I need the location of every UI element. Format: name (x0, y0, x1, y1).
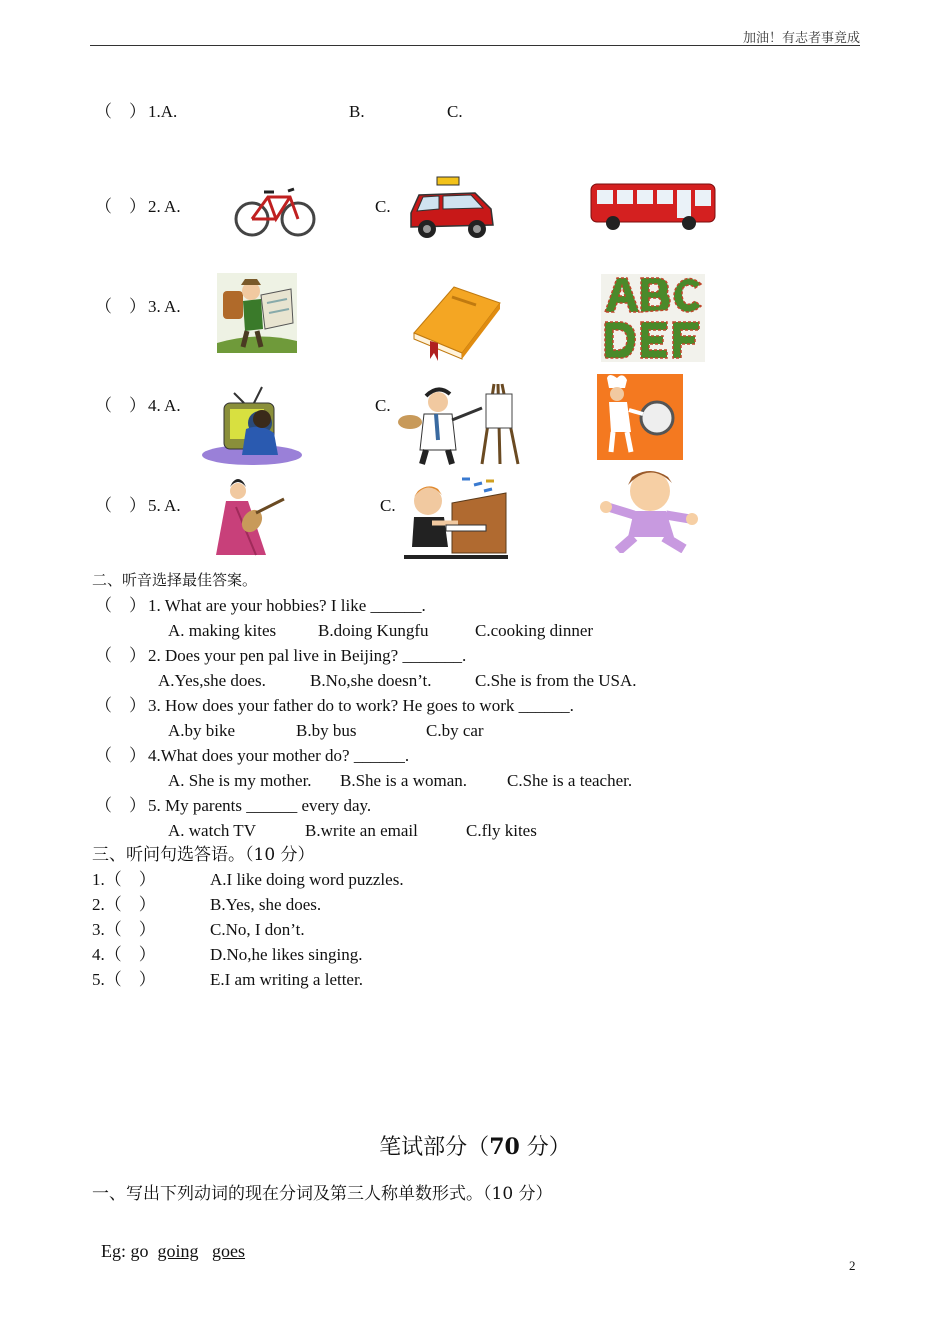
s2-q4-option-b: B.She is a woman. (340, 771, 468, 790)
s2-q1-option-a: A. making kites (168, 621, 277, 640)
s3-item3-num: 3.（ ） (92, 920, 156, 939)
s2-q3-option-a: A.by bike (168, 721, 236, 740)
pic-q1-num: 1.A. (148, 102, 178, 121)
s2-q3-paren: （ ） (95, 696, 146, 715)
pic-q4-paren: （ ） (95, 396, 146, 415)
abc-letters-picture (601, 274, 705, 362)
pic-q5-paren: （ ） (95, 496, 146, 515)
header-divider (90, 45, 860, 46)
s2-q5-paren: （ ） (95, 796, 146, 815)
s2-q2-paren: （ ） (95, 646, 146, 665)
s2-q4-paren: （ ） (95, 746, 146, 765)
pic-q2-paren: （ ） (95, 197, 146, 216)
pic-q4-num: 4. A. (148, 396, 181, 415)
s2-q1-stem: 1. What are your hobbies? I like ______. (148, 596, 426, 615)
pic-q2-option-c: C. (375, 197, 391, 216)
book-icon (404, 283, 502, 363)
s3-item2-answer: B.Yes, she does. (210, 895, 322, 914)
s3-item3-answer: C.No, I don’t. (210, 920, 305, 939)
pic-q1-option-b: B. (349, 102, 365, 121)
piano-player-icon (402, 477, 508, 559)
section3-title: 三、听问句选答语。（10 分） (92, 845, 315, 865)
written-title-score: 70 (489, 1134, 520, 1160)
bus-icon (589, 180, 717, 232)
bicycle-icon (232, 183, 318, 239)
s3-item2-num: 2.（ ） (92, 895, 156, 914)
example-third-person: goes (212, 1241, 246, 1261)
s2-q1-option-c: C.cooking dinner (475, 621, 594, 640)
pic-q3-paren: （ ） (95, 297, 146, 316)
s2-q2-option-c: C.She is from the USA. (475, 671, 637, 690)
s2-q1-option-b: B.doing Kungfu (318, 621, 429, 640)
pic-q1-paren: （ ） (95, 102, 146, 121)
written-title-pre: 笔试部分（ (379, 1135, 490, 1160)
pic-q5-num: 5. A. (148, 496, 181, 515)
page-number: 2 (849, 1258, 856, 1273)
section2-title: 二、听音选择最佳答案。 (92, 571, 258, 589)
s3-item1-num: 1.（ ） (92, 870, 156, 889)
s3-item5-num: 5.（ ） (92, 970, 156, 989)
s2-q5-stem: 5. My parents ______ every day. (148, 796, 372, 815)
pic-q4-option-c: C. (375, 396, 391, 415)
kungfu-boy-icon (598, 467, 700, 553)
example-present-participle: going (157, 1241, 199, 1261)
example-label: Eg: go (101, 1241, 149, 1261)
s2-q2-option-a: A.Yes,she does. (158, 671, 266, 690)
header-motto: 加油！有志者事竟成 (742, 31, 860, 46)
written-section1-title: 一、写出下列动词的现在分词及第三人称单数形式。（10 分） (92, 1184, 553, 1204)
s3-item5-answer: E.I am writing a letter. (210, 970, 363, 989)
s2-q2-stem: 2. Does your pen pal live in Beijing? _______. (148, 646, 467, 665)
s2-q5-option-b: B.write an email (305, 821, 418, 840)
s3-item4-num: 4.（ ） (92, 945, 156, 964)
s2-q1-paren: （ ） (95, 596, 146, 615)
s2-q3-stem: 3. How does your father do to work? He goes to work ______. (148, 696, 574, 715)
watching-tv-icon (202, 383, 304, 467)
s3-item4-answer: D.No,he likes singing. (210, 945, 363, 964)
pic-q3-num: 3. A. (148, 297, 181, 316)
s2-q2-option-b: B.No,she doesn’t. (310, 671, 432, 690)
s2-q5-option-c: C.fly kites (466, 821, 537, 840)
pic-q1-option-c: C. (447, 102, 463, 121)
s2-q4-option-a: A. She is my mother. (168, 771, 312, 790)
s2-q4-stem: 4.What does your mother do? ______. (148, 746, 410, 765)
hiker-with-map-icon (217, 273, 297, 353)
s2-q3-option-c: C.by car (426, 721, 484, 740)
example-line (92, 1221, 245, 1261)
written-title-post: 分） (519, 1135, 571, 1160)
written-part-title (0, 1130, 950, 1161)
pic-q2-num: 2. A. (148, 197, 181, 216)
s2-q3-option-b: B.by bus (296, 721, 357, 740)
taxi-icon (405, 175, 497, 241)
pic-q5-option-c: C. (380, 496, 396, 515)
painter-icon (398, 380, 526, 466)
pipa-player-icon (212, 477, 288, 559)
chef-cooking-picture (597, 374, 683, 460)
s2-q4-option-c: C.She is a teacher. (507, 771, 633, 790)
s3-item1-answer: A.I like doing word puzzles. (210, 870, 404, 889)
s2-q5-option-a: A. watch TV (168, 821, 256, 840)
